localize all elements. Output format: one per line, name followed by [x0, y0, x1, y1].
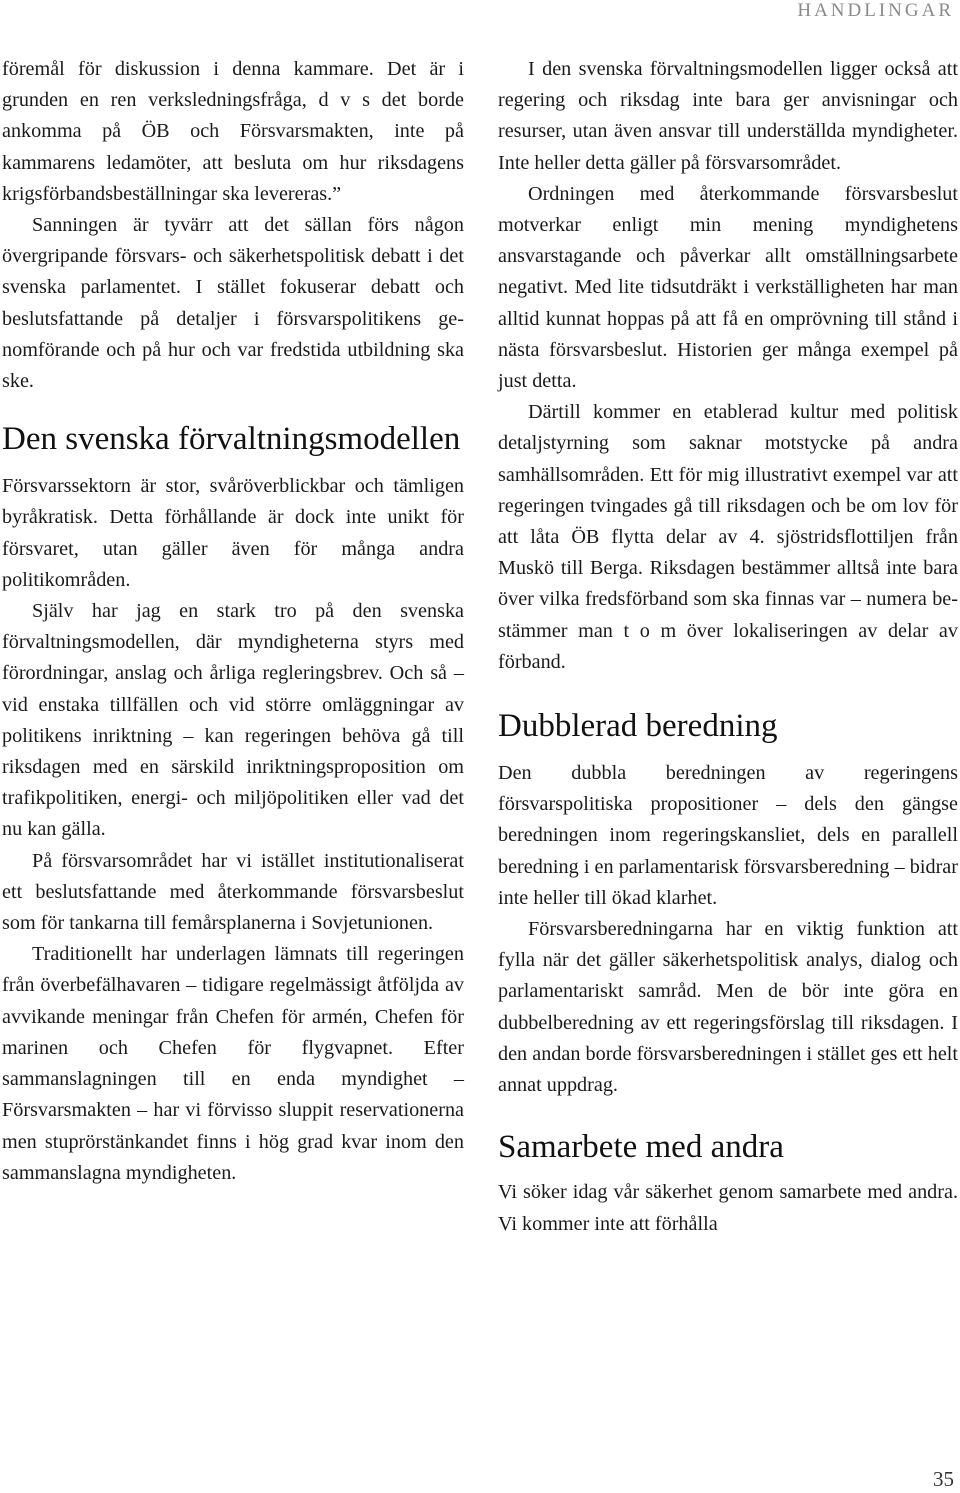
paragraph: Vi söker idag vår säkerhet genom samarbete med andra. Vi kommer inte att förhålla: [498, 1181, 958, 1235]
section-heading: Den svenska förvaltningsmodellen: [2, 421, 461, 458]
paragraph: På försvarsområdet har vi istället institutionaliserat ett beslutsfattande med återkommande försvarsbeslut som för tankarna till femårsplanerna i Sovjetunionen.: [2, 849, 464, 935]
left-column: [2, 54, 464, 1189]
paragraph: Försvarsberedningarna har en viktig funktion att fylla när det gäller säkerhetspolitisk analys, dialog och parlamentariskt samråd. Men de bör inte göra en dubbelberedning av ett regeringsförslag till riksdagen. I den andan borde försvarsberedningen i stället ges ett helt annat uppdrag.: [498, 918, 958, 1097]
paragraph: Därtill kommer en etablerad kultur med politisk detaljstyrning som saknar motstycke på andra samhällsområden. Ett för mig illustrativt exempel var att regeringen tvingades gå till riksdagen och be om lov för att låta ÖB flytta delar av 4. sjöstridsflottiljen från Muskö till Berga. Riksdagen bestämmer alltså inte bara över vilka fredsförband som ska finnas var – numera bestämmer man t o m över lokaliseringen av delar av förband.: [498, 401, 958, 673]
paragraph: Traditionellt har underlagen lämnats till regeringen från överbefälhavaren – tidigare regelmässigt åtföljda av avvikande meningar från Chefen för armén, Chefen för marinen och Chefen för flygvapnet. Efter sammanslagningen till en enda myndighet – Försvarsmakten – har vi förvisso sluppit reservationerna men stuprörstänkandet finns i hög grad kvar inom den sammanslagna myndigheten.: [2, 943, 464, 1184]
page-number: 35: [933, 1467, 954, 1491]
paragraph: föremål för diskussion i denna kammare. Det är i grunden en ren verksledningsfråga, d v s det borde ankomma på ÖB och Försvarsmakten, inte på kammarens ledamöter, att besluta om hur riksdagens krigsförbandsbeställningar ska levereras.”: [2, 58, 464, 205]
running-head: HANDLINGAR: [797, 0, 954, 21]
paragraph: Själv har jag en stark tro på den svenska förvaltningsmodellen, där myndigheterna styrs med förordningar, anslag och årliga regleringsbrev. Och så – vid enstaka tillfällen och vid större omläggningar av politikens inriktning – kan regeringen behöva gå till riksdagen med en särskild inriktningsproposition om trafikpolitiken, energi- och miljöpolitiken eller vad det nu kan gälla.: [2, 600, 464, 841]
paragraph: I den svenska förvaltningsmodellen ligger också att regering och riksdag inte bara ger anvisningar och resurser, utan även ansvar till underställda myndigheter. Inte heller detta gäller på försvarsområdet.: [498, 58, 958, 174]
paragraph: Den dubbla beredningen av regeringens försvarspolitiska propositioner – dels den gängse beredningen inom regeringskansliet, dels en parallell beredning i en parlamentarisk försvarsberedning – bidrar inte heller till ökad klarhet.: [498, 762, 958, 909]
section-heading: Dubblerad beredning: [498, 708, 778, 745]
right-column: [498, 54, 958, 1240]
paragraph: Ordningen med återkommande försvarsbeslut motverkar enligt min mening myndighetens ansvarstagande och påverkar allt omställningsarbete negativt. Med lite tidsutdräkt i verkställigheten har man alltid kunnat hoppas på att få en omprövning till stånd i nästa försvarsbeslut. Historien ger många exempel på just detta.: [498, 182, 958, 393]
paragraph: Försvarssektorn är stor, svåröverblickbar och tämligen byråkratisk. Detta förhållande är dock inte unikt för försvaret, utan gäller även för många andra politikområden.: [2, 475, 464, 591]
paragraph: Sanningen är tyvärr att det sällan förs någon övergripande försvars- och säkerhetspolitisk debatt i det svenska parlamentet. I stället fokuserar debatt och beslutsfattande på detaljer i försvarspolitikens genomförande och på hur och var fredstida utbildning ska ske.: [2, 214, 464, 393]
section-heading: Samarbete med andra: [498, 1129, 784, 1166]
